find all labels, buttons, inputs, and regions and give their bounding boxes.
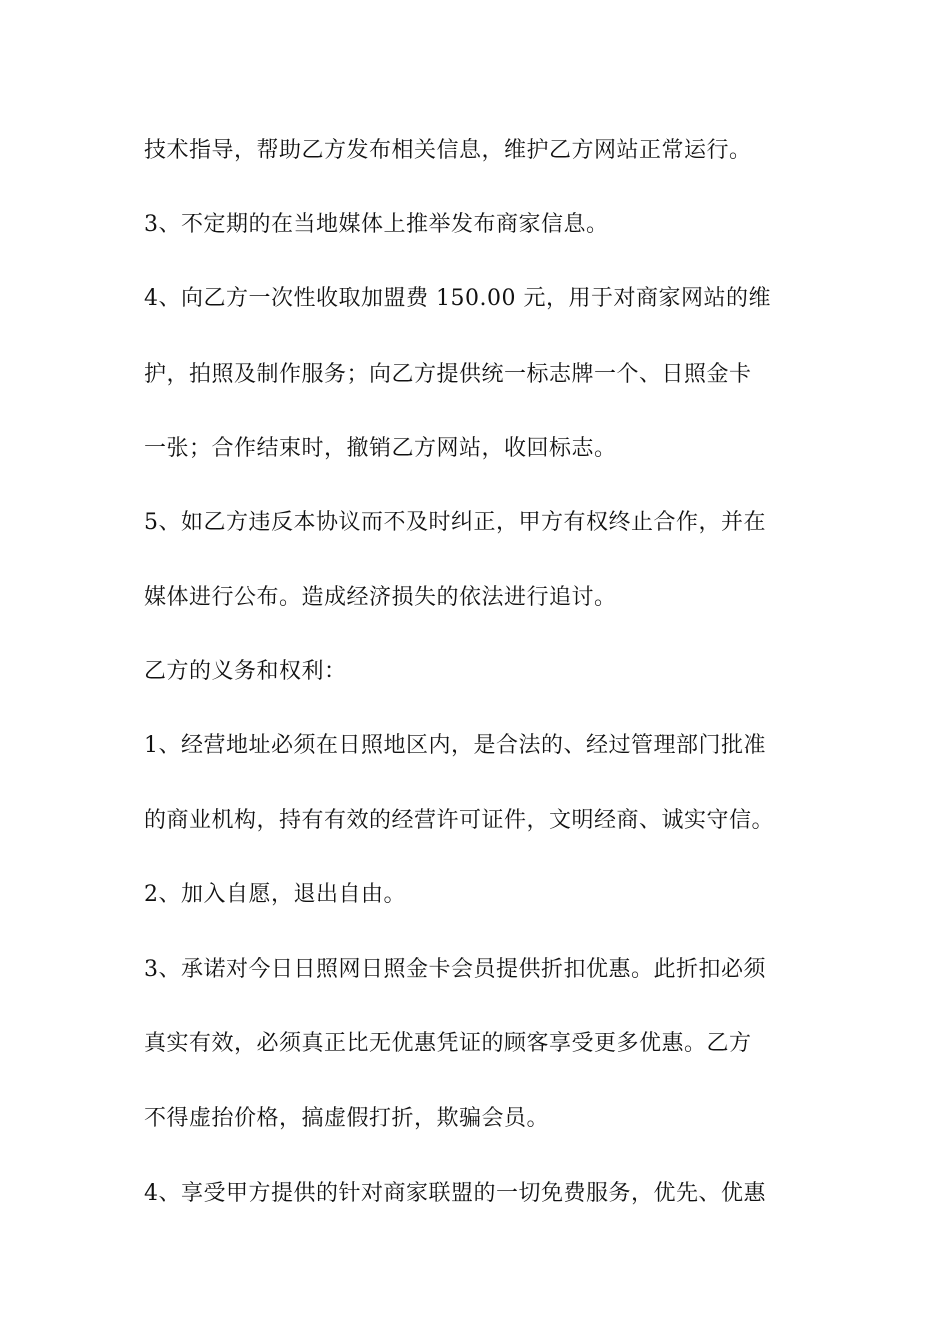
text-line: 媒体进行公布。造成经济损失的依法进行追讨。 <box>144 585 617 610</box>
text-line: 护，拍照及制作服务；向乙方提供统一标志牌一个、日照金卡 <box>144 362 752 387</box>
text-line: 4、享受甲方提供的针对商家联盟的一切免费服务，优先、优惠 <box>144 1181 766 1206</box>
text-line: 技术指导，帮助乙方发布相关信息，维护乙方网站正常运行。 <box>144 138 752 163</box>
text-line: 3、不定期的在当地媒体上推举发布商家信息。 <box>144 212 609 237</box>
text-line: 的商业机构，持有有效的经营许可证件，文明经商、诚实守信。 <box>144 808 775 833</box>
text-line: 5、如乙方违反本协议而不及时纠正，甲方有权终止合作，并在 <box>144 510 766 535</box>
section-heading: 乙方的义务和权利： <box>144 659 347 684</box>
text-line: 真实有效，必须真正比无优惠凭证的顾客享受更多优惠。乙方 <box>144 1031 752 1056</box>
text-line: 4、向乙方一次性收取加盟费 150.00 元，用于对商家网站的维 <box>144 286 771 311</box>
text-line: 3、承诺对今日日照网日照金卡会员提供折扣优惠。此折扣必须 <box>144 957 766 982</box>
text-line: 一张；合作结束时，撤销乙方网站，收回标志。 <box>144 436 617 461</box>
text-line: 2、加入自愿，退出自由。 <box>144 882 406 907</box>
text-line: 不得虚抬价格，搞虚假打折，欺骗会员。 <box>144 1106 550 1131</box>
text-line: 1、经营地址必须在日照地区内，是合法的、经过管理部门批准 <box>144 733 766 758</box>
